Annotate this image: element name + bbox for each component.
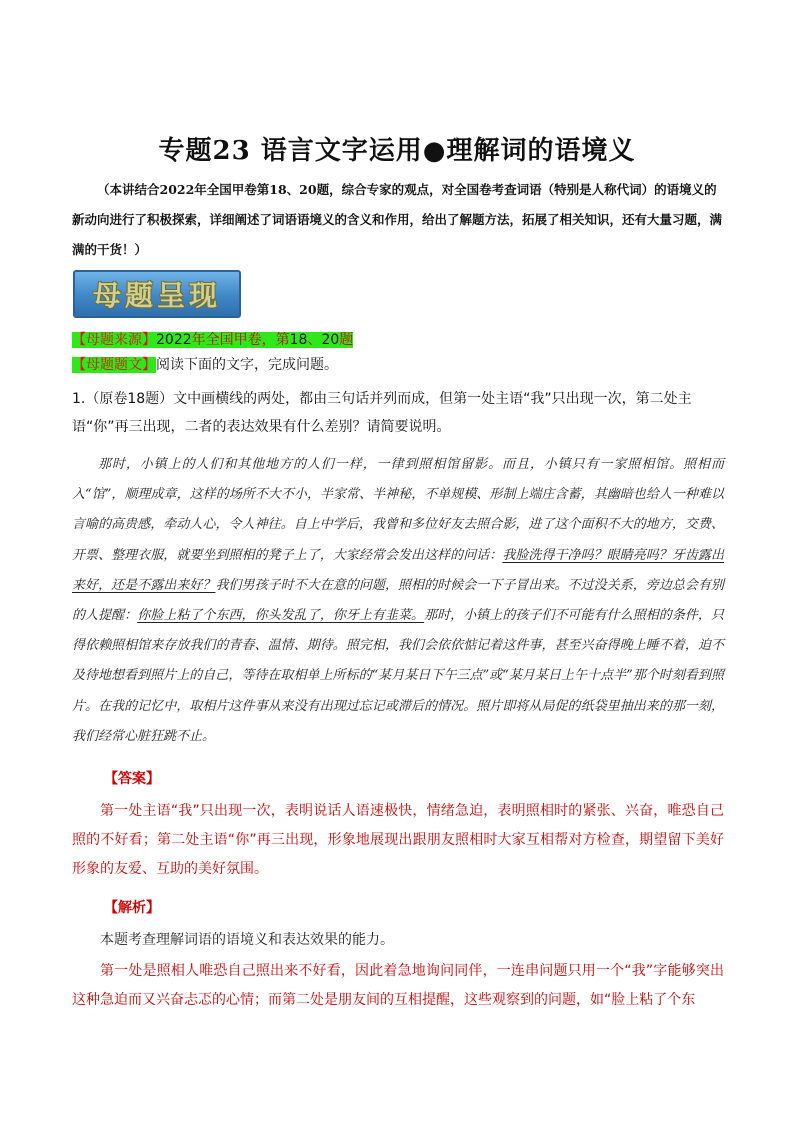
reading-passage: [72, 450, 724, 752]
analysis-intro: 本题考查理解词语的语境义和表达效果的能力。: [100, 932, 394, 948]
source-sep: 、: [307, 332, 322, 348]
analysis-text: 第一处是照相人唯恐自己照出来不好看，因此着急地询问同伴，一连串问题只用一个“我”字能够突出这种急迫而又兴奋忐忑的心情；而第二处是朋友间的互相提醒，这些观察到的问题，如“脸上粘了个东: [72, 963, 724, 1008]
source-line: [72, 329, 353, 349]
source-num-1: 18: [289, 332, 308, 348]
page-title: 专题23 语言文字运用●理解词的语境义: [158, 136, 636, 166]
analysis-label: 【解析】: [104, 900, 160, 916]
section-banner: [73, 270, 241, 318]
intro-paragraph: （本讲结合2022年全国甲卷第18、20题，综合专家的观点，对全国卷考查词语（特别是人称代词）的语境义的新动向进行了积极探索，详细阐述了词语语境义的含义和作用，给出了解题方法，拓展了相关知识，还有大量习题，满满的干货！）: [72, 182, 723, 257]
answer-text: 第一处主语“我”只出现一次，表明说话人语速极快，情绪急迫，表明照相时的紧张、兴奋，唯恐自己照的不好看；第二处主语“你”再三出现，形象地展现出跟朋友照相时大家互相帮对方检查，期望留下美好形象的友爱、互助的美好氛围。: [72, 803, 724, 877]
task-text: 阅读下面的文字，完成问题。: [156, 357, 338, 373]
source-tag: 【母题来源】: [72, 332, 156, 348]
source-text-1: 年全国甲卷，第: [191, 332, 290, 348]
underlined-sentence-1: 我脸洗得干净吗？眼睛亮吗？牙齿露出来好，还是不露出来好？: [72, 547, 724, 593]
task-tag: 【母题题文】: [72, 357, 156, 373]
task-line: [72, 354, 338, 374]
underlined-sentence-2: 你脸上粘了个东西，你头发乱了，你牙上有韭菜。: [137, 608, 425, 624]
answer-label: 【答案】: [104, 771, 160, 787]
question-text: 1.（原卷18题）文中画横线的两处，都由三句话并列而成，但第一处主语“我”只出现一次，第二处主语“你”再三出现，二者的表达效果有什么差别？请简要说明。: [72, 391, 692, 435]
source-text-2: 题: [339, 332, 354, 348]
passage-part-1: 那时，小镇上的人们和其他地方的人们一样，一律到照相馆留影。而且，小镇只有一家照相馆。照相而入“馆”，顺理成章，这样的场所不大不小，半家常、半神秘，不单规模、形制上端庄含蓄，其幽暗也给人一种难以言喻的高贵感，牵动人心，令人神往。自上中学后，我曾和多位好友去照合影，进了这个面积不大的地方，交费、开票、整理衣服，就要坐到照相的凳子上了，大家经常会发出这样的问话：: [72, 457, 724, 563]
source-year: 2022: [156, 332, 192, 348]
passage-part-3: 那时，小镇上的孩子们不可能有什么照相的条件，只得依赖照相馆来存放我们的青春、温情、期待。照完相，我们会依依惦记着这件事，甚至兴奋得晚上睡不着，迫不及待地想看到照片上的自己，等待在取相单上所标的“某月某日下午三点”或“某月某日上午十点半”那个时刻看到照片。在我的记忆中，取相片这件事从来没有出现过忘记或滞后的情况。照片即将从局促的纸袋里抽出来的那一刻，我们经常心脏狂跳不止。: [72, 608, 724, 744]
passage-part-2: 我们男孩子时不大在意的问题，照相的时候会一下子冒出来。不过没关系，旁边总会有别的人提醒：: [72, 577, 724, 624]
source-num-2: 20: [321, 332, 340, 348]
section-banner-text: 母题呈现: [92, 279, 221, 312]
